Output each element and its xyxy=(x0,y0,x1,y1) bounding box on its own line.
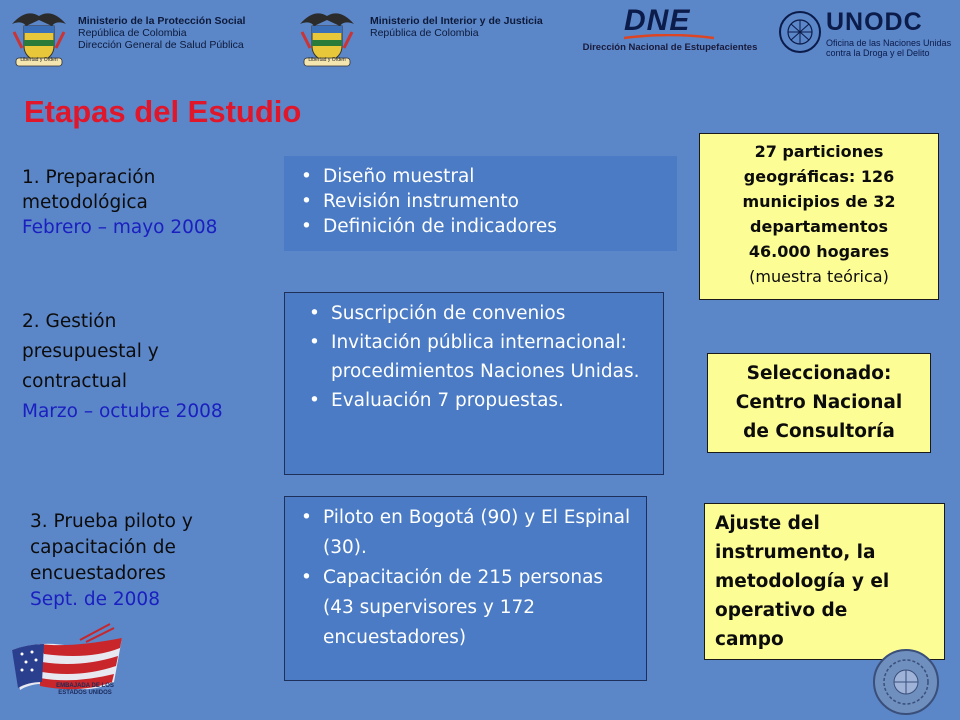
note-line: (muestra teórica) xyxy=(749,267,889,286)
note-line: instrumento, la xyxy=(715,542,876,563)
unodc-subtitle-line: Oficina de las Naciones Unidas xyxy=(826,38,952,48)
stage-2-tasks xyxy=(284,292,664,475)
ministry-health-block xyxy=(78,15,245,51)
note-line: geográficas: 126 xyxy=(743,167,895,186)
stage-date: Marzo – octubre 2008 xyxy=(22,401,223,422)
task-list xyxy=(331,299,651,415)
stage-date: Sept. de 2008 xyxy=(30,589,160,610)
note-line: municipios de 32 xyxy=(742,192,896,211)
crest-motto: Libertad y Orden xyxy=(308,57,346,63)
note-line: Seleccionado: xyxy=(746,363,892,384)
stage-label-line: encuestadores xyxy=(30,563,166,584)
stage-label-line: capacitación de xyxy=(30,537,176,558)
embassy-caption xyxy=(40,683,130,697)
stage-label-line: 1. Preparación xyxy=(22,167,156,188)
ministry-interior-block xyxy=(370,15,543,39)
task-list xyxy=(323,503,634,653)
stage-label-line: 3. Prueba piloto y xyxy=(30,511,193,532)
unodc-logo-text: UNODC xyxy=(826,8,923,36)
stage-3-label xyxy=(30,509,193,613)
task-item: • Evaluación 7 propuestas. xyxy=(331,386,651,415)
task-item: • Piloto en Bogotá (90) y El Espinal (30). xyxy=(323,503,634,563)
stage-3-note xyxy=(704,503,945,660)
dne-logo xyxy=(572,4,768,52)
stage-label-line: metodológica xyxy=(22,192,148,213)
note-line: Centro Nacional xyxy=(735,392,903,413)
note-line: 27 particiones xyxy=(754,142,884,161)
task-item: • Diseño muestral xyxy=(323,164,677,189)
ministry-interior-country: República de Colombia xyxy=(370,27,479,39)
un-emblem-icon xyxy=(778,10,822,54)
page-title: Etapas del Estudio xyxy=(24,94,302,129)
embassy-caption-line: ESTADOS UNIDOS xyxy=(58,690,112,696)
ministry-health-name: Ministerio de la Protección Social xyxy=(78,15,246,27)
ministry-interior-name: Ministerio del Interior y de Justicia xyxy=(370,15,543,27)
stage-2-note xyxy=(707,353,931,453)
dne-caption: Dirección Nacional de Estupefacientes xyxy=(582,42,758,53)
task-item: • Revisión instrumento xyxy=(323,189,677,214)
crest-motto: Libertad y Orden xyxy=(20,57,58,63)
unodc-subtitle xyxy=(826,38,951,58)
stage-1-tasks xyxy=(284,156,677,251)
task-item: • Suscripción de convenios xyxy=(331,299,651,328)
stage-3-tasks xyxy=(284,496,647,681)
stage-2-label xyxy=(22,307,223,427)
task-item: • Invitación pública internacional: procedimientos Naciones Unidas. xyxy=(331,328,651,386)
stage-date: Febrero – mayo 2008 xyxy=(22,217,218,238)
dne-swoosh-icon xyxy=(624,34,714,42)
stage-label-line: 2. Gestión xyxy=(22,311,117,332)
stage-1-label xyxy=(22,165,217,240)
note-line: 46.000 hogares xyxy=(748,242,890,261)
stage-label-line: presupuestal y xyxy=(22,341,159,362)
note-line: metodología y el xyxy=(715,571,890,592)
note-line: campo xyxy=(715,629,784,650)
stage-label-line: contractual xyxy=(22,371,128,392)
dne-logo-text: DNE xyxy=(624,4,691,37)
ministry-health-direction: Dirección General de Salud Pública xyxy=(78,39,244,51)
note-line: departamentos xyxy=(750,217,888,236)
stage-1-note xyxy=(699,133,939,300)
unodc-subtitle-line: contra la Droga y el Delito xyxy=(826,48,930,58)
us-embassy-flag-icon xyxy=(10,620,130,712)
oas-seal-icon xyxy=(870,648,942,716)
task-item: • Definición de indicadores xyxy=(323,214,677,239)
embassy-caption-line: EMBAJADA DE LOS xyxy=(56,683,114,689)
task-item: • Capacitación de 215 personas (43 supervisores y 172 encuestadores) xyxy=(323,563,634,653)
ministry-health-country: República de Colombia xyxy=(78,27,187,39)
task-list xyxy=(323,164,677,239)
note-line: de Consultoría xyxy=(743,421,895,442)
note-line: Ajuste del xyxy=(715,513,820,534)
note-line: operativo de xyxy=(715,600,848,621)
